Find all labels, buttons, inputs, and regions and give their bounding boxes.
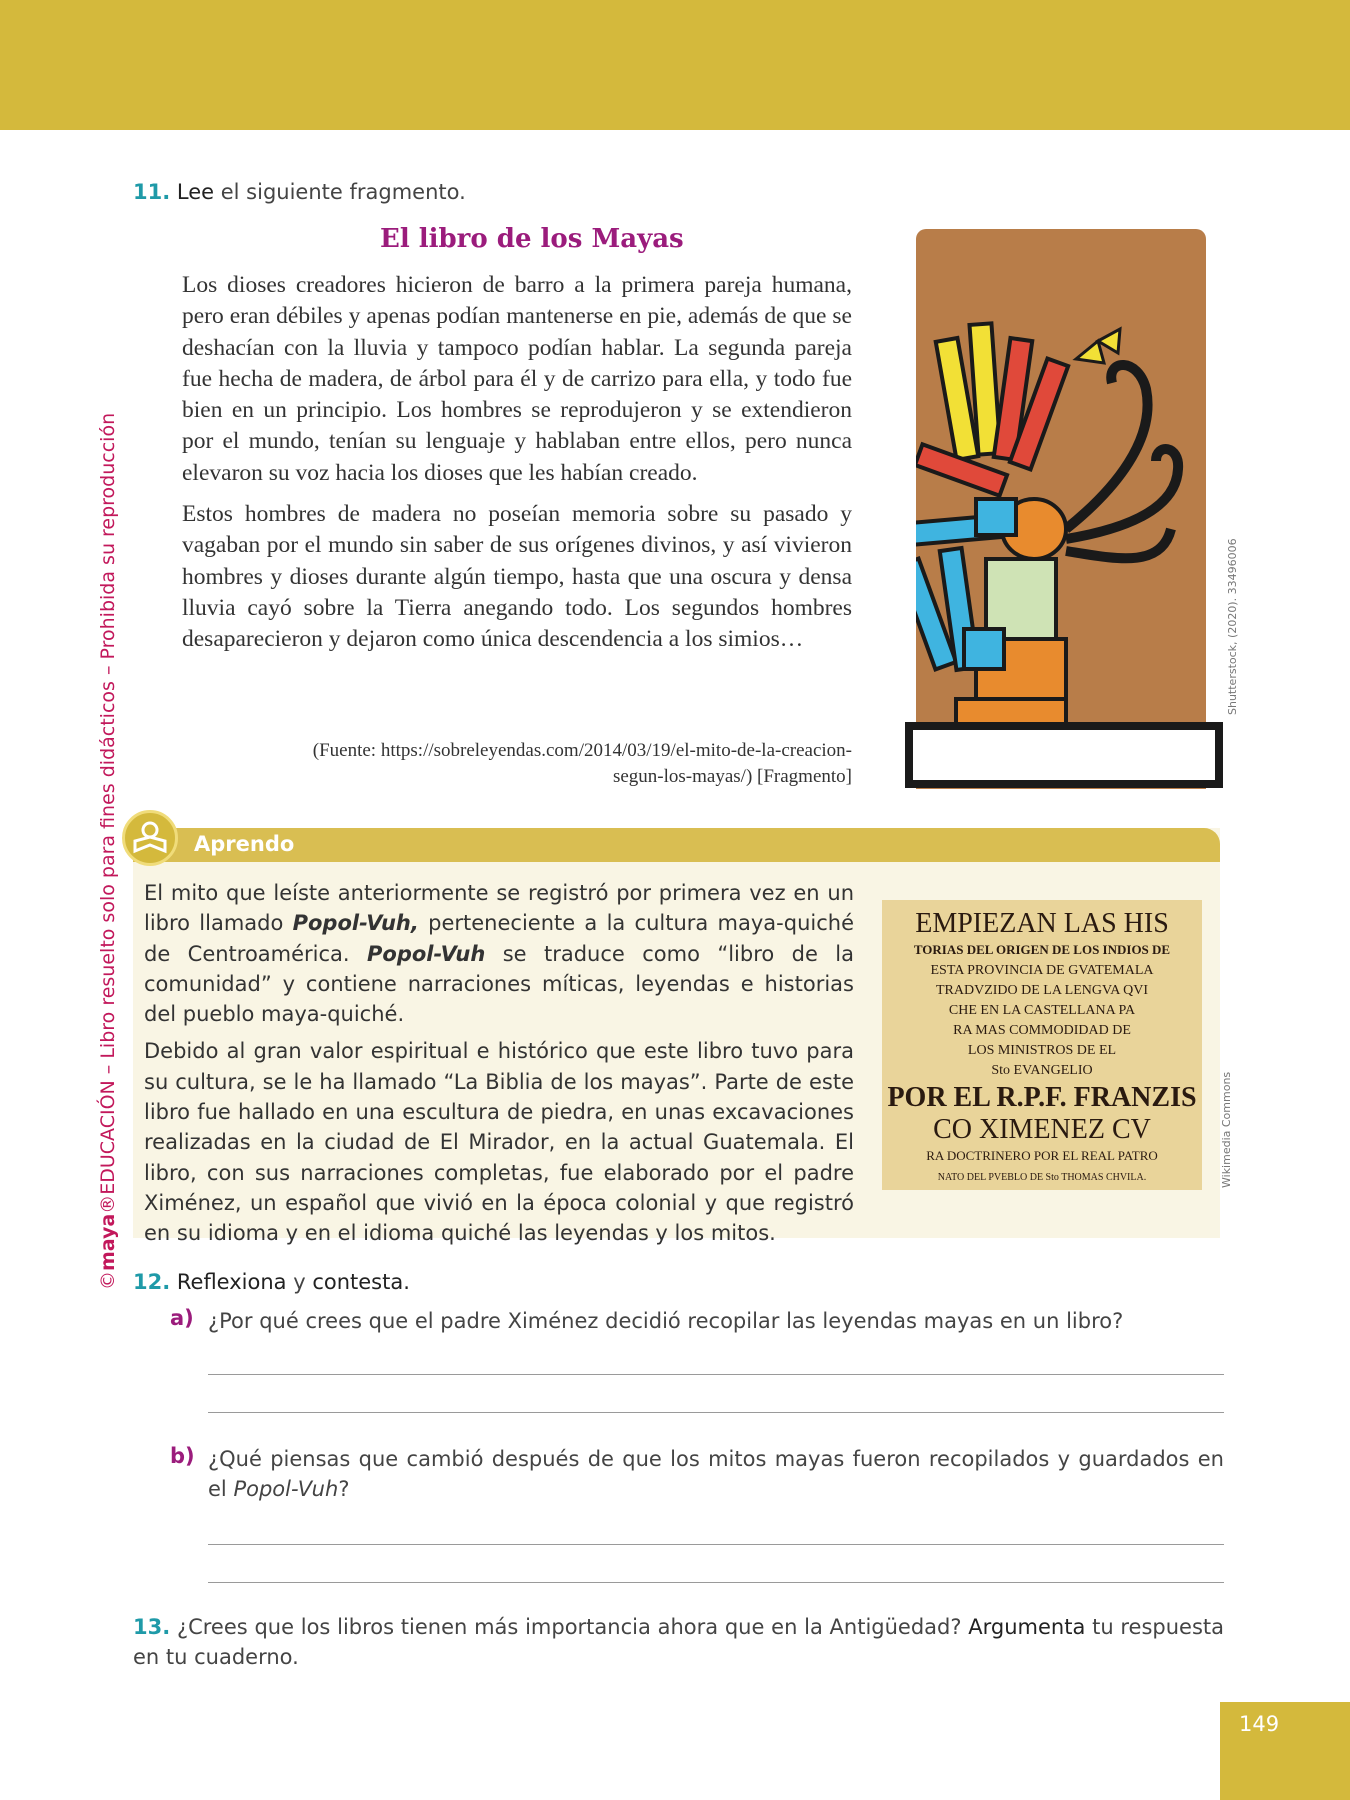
illustration-pedestal — [905, 722, 1223, 788]
aprendo-p1-part: se traduce como “libro de la comunidad” y contiene narraciones míticas, leyendas e historias del pueblo maya-quiché. — [144, 941, 854, 1027]
manuscript-line: LOS MINISTROS DE EL — [967, 1043, 1117, 1058]
source-line-2: segun-los-mayas/) [Fragmento] — [612, 766, 852, 787]
question-verb: Reflexiona — [176, 1270, 287, 1294]
top-color-band — [0, 0, 1350, 130]
copyright-text: EDUCACIÓN – Libro resuelto solo para fines didácticos – Prohibida su reproducción — [97, 412, 119, 1195]
question-text: tu respuesta en tu cuaderno. — [133, 1615, 1224, 1669]
subquestion-a-label: a) — [170, 1306, 194, 1330]
page-number: 149 — [1239, 1712, 1280, 1736]
manuscript-line: ESTA PROVINCIA DE GVATEMALA — [930, 963, 1154, 978]
question-verb: contesta. — [312, 1270, 410, 1294]
aprendo-paragraph-2: Debido al gran valor espiritual e histórico que este libro tuvo para su cultura, se le ha llamado “La Biblia de los mayas”. Parte de este libro fue hallado en una escultura de piedra, en unas excavaciones realizadas en la ciudad de El Mirador, en la actual Guatemala. El libro, con sus narraciones completas, fue elaborado por el padre Ximénez, un español que vivió en la época colonial y que registró en su idioma y en el idioma quiché las leyendas y los mitos. — [144, 1039, 854, 1246]
manuscript-line: POR EL R.P.F. FRANZIS — [887, 1082, 1197, 1113]
story-title: El libro de los Mayas — [380, 224, 684, 254]
story-paragraph-2: Estos hombres de madera no poseían memoria sobre su pasado y vagaban por el mundo sin saber de sus orígenes divinos, y así vivieron hombres y dioses durante algún tiempo, hasta que una oscura y densa lluvia cayó sobre la Tierra anegando todo. Los segundos hombres desaparecieron y dejaron como única descendencia a los simios… — [182, 501, 852, 653]
manuscript-line: TRADVZIDO DE LA LENGVA QVI — [935, 983, 1149, 998]
manuscript-image — [882, 900, 1202, 1190]
question-text: ¿Crees que los libros tienen más importancia ahora que en la Antigüedad? — [176, 1615, 969, 1639]
book-title: Popol-Vuh, — [292, 911, 419, 936]
story-paragraph-1: Los dioses creadores hicieron de barro a la primera pareja humana, pero eran débiles y apenas podían mantenerse en pie, además de que se deshacían con la lluvia y tampoco podían hablar. La segunda pareja fue hecha de madera, de árbol para él y de carrizo para ella, y todo fue bien en un principio. Los hombres se reprodujeron y se extendieron por el mundo, tenían su lenguaje y hablaban entre ellos, pero nunca elevaron su voz hacia los dioses que les habían creado. — [182, 272, 852, 486]
subquestion-a-text: ¿Por qué crees que el padre Ximénez decidió recopilar las leyendas mayas en un libro? — [208, 1309, 1124, 1333]
manuscript-line: NATO DEL PVEBLO DE Sto THOMAS CHVILA. — [937, 1172, 1147, 1183]
book-title: Popol-Vuh — [233, 1477, 339, 1501]
mayan-figure-drawing — [916, 229, 1206, 789]
question-joiner: y — [286, 1270, 313, 1294]
copyright-sidebar — [97, 413, 119, 1290]
answer-line-a2[interactable] — [208, 1412, 1224, 1413]
manuscript-line: RA MAS COMMODIDAD DE — [953, 1023, 1131, 1038]
copyright-symbol: © — [97, 1271, 119, 1290]
question-verb: Lee — [176, 180, 215, 204]
question-12 — [133, 1270, 410, 1294]
aprendo-p1-part: perteneciente a la cultura maya-quiché de Centroamérica. — [144, 911, 854, 966]
aprendo-text — [144, 878, 854, 1256]
manuscript-line: CHE EN LA CASTELLANA PA — [948, 1003, 1136, 1018]
answer-line-b2[interactable] — [208, 1582, 1224, 1583]
manuscript-line: CO XIMENEZ CV — [933, 1114, 1151, 1145]
aprendo-header — [133, 828, 1220, 862]
manuscript-line: Sto EVANGELIO — [991, 1063, 1093, 1078]
question-number: 11. — [133, 180, 171, 204]
story-text — [182, 270, 852, 666]
subquestion-b-part: ¿Qué piensas que cambió después de que los mitos mayas fueron recopilados y guardados en el — [208, 1447, 1224, 1501]
manuscript-line: EMPIEZAN LAS HIS — [915, 908, 1169, 939]
subquestion-b-label: b) — [170, 1444, 195, 1468]
answer-line-b1[interactable] — [208, 1544, 1224, 1545]
question-number: 13. — [133, 1615, 171, 1639]
subquestion-b-part: ? — [338, 1477, 350, 1501]
brand-name: maya — [97, 1213, 119, 1271]
story-source — [182, 738, 852, 790]
illustration-credit: Shutterstock, (2020). 33496006 — [1226, 538, 1239, 715]
question-number: 12. — [133, 1270, 171, 1294]
reading-person-icon — [122, 810, 178, 866]
source-line-1: (Fuente: https://sobreleyendas.com/2014/03/19/el-mito-de-la-creacion- — [312, 740, 852, 761]
mayan-figure-illustration — [916, 229, 1206, 789]
manuscript-line: TORIAS DEL ORIGEN DE LOS INDIOS DE — [913, 942, 1171, 957]
aprendo-title: Aprendo — [194, 832, 295, 856]
aprendo-paragraph-1 — [144, 878, 854, 1029]
book-title: Popol-Vuh — [367, 941, 486, 966]
registered-mark: ® — [97, 1194, 119, 1214]
manuscript-line: RA DOCTRINERO POR EL REAL PATRO — [926, 1148, 1158, 1163]
question-13 — [133, 1612, 1224, 1672]
question-verb: Argumenta — [968, 1615, 1086, 1639]
manuscript-credit: Wikimedia Commons — [1220, 1071, 1233, 1188]
question-11 — [133, 180, 466, 204]
aprendo-p1-part: El mito que leíste anteriormente se registró por primera vez en un libro llamado — [144, 881, 854, 936]
answer-line-a1[interactable] — [208, 1374, 1224, 1375]
subquestion-b-text — [208, 1444, 1224, 1504]
question-text: el siguiente fragmento. — [214, 180, 466, 204]
